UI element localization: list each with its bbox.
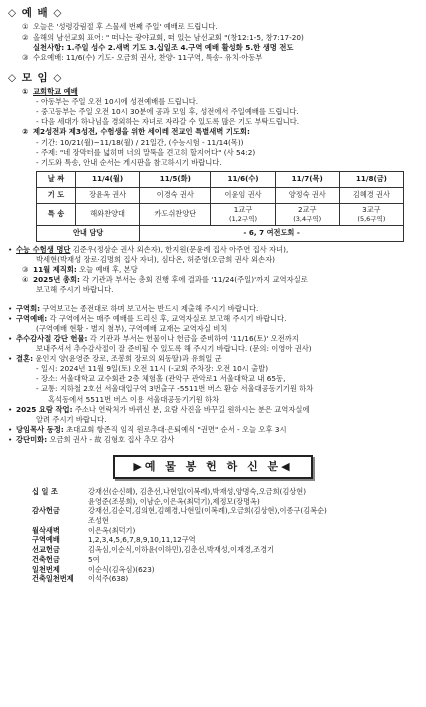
table-row xyxy=(37,225,404,241)
table-cell: 1교구 (1,2구역) xyxy=(211,203,275,225)
notice-item: • 구역예배: 각 구역에서는 매주 예배를 드리신 후, 교역자실로 보고해 주시기 바랍니다. xyxy=(8,314,418,324)
notice-item: • 당임목사 동정: 초대교회 항존직 임직 원로추대·은퇴예식 "권면" 순서 - 오늘 오후 3시 xyxy=(8,425,418,435)
education-line: - 중고등부는 주일 오전 10시 30분에 공과 모임 후, 성전에서 주일예배를 드립니다. xyxy=(36,107,299,117)
table-row xyxy=(37,171,404,187)
exam-notes xyxy=(8,245,418,265)
offering-row: 구역예배 1,2,3,4,5,6,7,8,9,10,11,12구역 xyxy=(32,535,196,545)
notice-item: - 일시: 2024년 11월 9일(토) 오전 11시 (-교회 주차장: 오전 10시 출발) xyxy=(36,364,269,374)
table-cell: 김혜경 권사 xyxy=(339,187,403,203)
table-cell: 해와찬양대 xyxy=(76,203,140,225)
offering-list xyxy=(8,487,418,584)
list-item: ④ 2025년 총회: 각 기관과 부서는 총회 진행 후에 결과를 '11/24(주일)'까지 교역자실로 xyxy=(22,274,308,284)
table-header-cell: 날 짜 xyxy=(37,171,76,187)
table-header-cell: 11/7(목) xyxy=(275,171,339,187)
table-row-label: 기 도 xyxy=(37,187,76,203)
list-item: 박세현(박재성 장로·김명희 집사 자녀), 심다온, 허준영(오금희 권사 외손자) xyxy=(36,254,275,264)
table-row-label: 특 송 xyxy=(37,203,76,225)
prayer-heading: ② 제2성전과 제3성전, 수험생을 위한 세이레 전교인 특별새벽 기도회: xyxy=(22,127,250,137)
table-cell: 장윤옥 권사 xyxy=(76,187,140,203)
worship-item: ② 올해의 남선교회 표어: " 떠나는 광야교회, 떠 있는 남선교회 "(창12:1-5, 창7:17-20) xyxy=(22,32,304,42)
table-row-label: 안내 담당 xyxy=(37,225,140,241)
offering-row: 건축일천번제 이석주(638) xyxy=(32,574,129,584)
notice-item: - 교통: 지하철 2호선 서울대입구역 3번출구 -5511번 버스 환승 서울대공동기기원 하차 xyxy=(36,384,314,394)
table-row xyxy=(37,203,404,225)
prayer-line: - 기간: 10/21(월)~11/18(월) / 21일간, (수능시험 - 11/14(목)) xyxy=(36,137,244,147)
education-line: - 아동부는 주일 오전 10시에 성전예배를 드립니다. xyxy=(36,97,199,107)
offering-row: 건축헌금 5여 xyxy=(32,554,100,564)
notice-item: (구역예배 현황 - 별지 첨부), 구역예배 교재는 교역자실 비치 xyxy=(36,324,228,334)
education-heading: ① 교회학교 예배 xyxy=(22,87,78,97)
notice-item: • 결혼: 윤인지 양(윤영준 장로, 조봉희 장로의 외동딸)과 유희일 군 xyxy=(8,354,418,364)
offering-row: 조성현 xyxy=(88,515,109,525)
worship-item: 실천사항: 1.주일 성수 2.새벽 기도 3.십일조 4.구역 예배 활성화 5.한 생명 전도 xyxy=(33,42,294,52)
offering-row: 십 일 조 강재선(순신혜), 김춘선,나현일(이복례),박재성,양명숙,오금희(김상현) xyxy=(32,486,306,496)
table-header-cell: 11/4(월) xyxy=(76,171,140,187)
table-cell: 3교구 (5,6구역) xyxy=(339,203,403,225)
table-header-cell: 11/5(화) xyxy=(140,171,211,187)
notice-item: • 구역회: 구역보고는 종전대로 하며 보고서는 반드시 제출해 주시기 바랍니다. xyxy=(8,304,418,314)
offering-row: 선교헌금 김옥심,이순식,이하윤(이하민),김춘선,박재성,이재경,조경기 xyxy=(32,545,274,555)
worship-item: ③ 수요예배: 11/6(수) 기도- 오금희 권사, 찬양- 11구역, 특송- 유치·아동부 xyxy=(22,52,263,62)
table-header-cell: 11/8(금) xyxy=(339,171,403,187)
offering-row: 감사헌금 강재선,김순덕,김의현,김혜경,나현일(이복례),오금희(김상현),이종구(김복순) xyxy=(32,506,327,516)
meeting-title: ◇ 모 임 ◇ xyxy=(8,71,63,84)
table-cell: 이경숙 권사 xyxy=(140,187,211,203)
notice-item: • 강단미화: 오금희 권사 - 故 김형호 집사 추모 감사 xyxy=(8,435,418,445)
table-cell: 양정숙 권사 xyxy=(275,187,339,203)
worship-title: ◇ 예 배 ◇ xyxy=(8,7,63,19)
offering-row: 월삭새벽 이은옥(최덕기) xyxy=(32,525,136,535)
worship-list xyxy=(8,22,418,62)
list-item: 보고해 주시기 바랍니다. xyxy=(36,284,114,294)
notice-item: 알려 주시기 바랍니다. xyxy=(36,414,107,424)
notice-list xyxy=(8,304,418,445)
prayer-line: - 기도와 특송, 안내 순서는 게시판을 참고하시기 바랍니다. xyxy=(36,157,222,167)
notice-item: • 추수감사절 강단 헌물: 각 기관과 부서는 헌물이나 헌금을 준비하여 '11/16(토)' 오전까지 xyxy=(8,334,418,344)
offering-banner: ▶예 물 봉 헌 하 신 분◀ xyxy=(113,455,313,479)
prayer-line: - 주제: "네 장막터를 넓히며 너의 말뚝을 견고히 할지어다" (사 54:2) xyxy=(36,147,256,157)
list-item: • 수능 수험생 명단 김준우(정삼순 권사 외손자), 한지원(문윤례 집사 아주연 집사 자녀), xyxy=(8,245,418,255)
prayer-schedule-table xyxy=(36,171,404,242)
table-header-cell: 11/6(수) xyxy=(211,171,275,187)
education-line: - 다음 세대가 하나님을 경외하는 자녀로 자라갈 수 있도록 많은 기도 부탁드립니다. xyxy=(36,117,300,127)
offering-row: 윤영준(조봉희), 이남순,이은옥(최덕기),제정모(장명옥) xyxy=(88,496,260,506)
table-cell: 2교구 (3,4구역) xyxy=(275,203,339,225)
notice-item: • 2025 요람 작업: 주소나 연락처가 바뀌신 분, 요람 사진을 바꾸길 원하시는 분은 교역자실에 xyxy=(8,405,418,415)
offering-row: 일천번제 이순식(김옥심)(623) xyxy=(32,564,155,574)
notice-item: 혹석동에서 5511번 버스 이용 서울대공동기기원 하차 xyxy=(48,394,220,404)
list-item: ③ 11월 제직회: 오늘 예배 후, 본당 xyxy=(22,264,138,274)
notice-item: 보내주셔서 추수감사절이 잘 준비될 수 있도록 해 주시기 바랍니다. (문의: 이영아 권사) xyxy=(36,344,312,354)
table-cell: 카도쉬찬양단 xyxy=(140,203,211,225)
table-cell: 이윤임 권사 xyxy=(211,187,275,203)
notice-item: - 장소: 서울대학교 교수회관 2층 체험홀 (관악구 관악로1 서울대학교 내 65동, xyxy=(36,374,286,384)
table-cell: - 6, 7 여전도회 - xyxy=(140,225,404,241)
worship-item: ① 오늘은 '성령강림절 후 스물세 번째 주일' 예배로 드립니다. xyxy=(22,22,218,32)
table-row xyxy=(37,187,404,203)
